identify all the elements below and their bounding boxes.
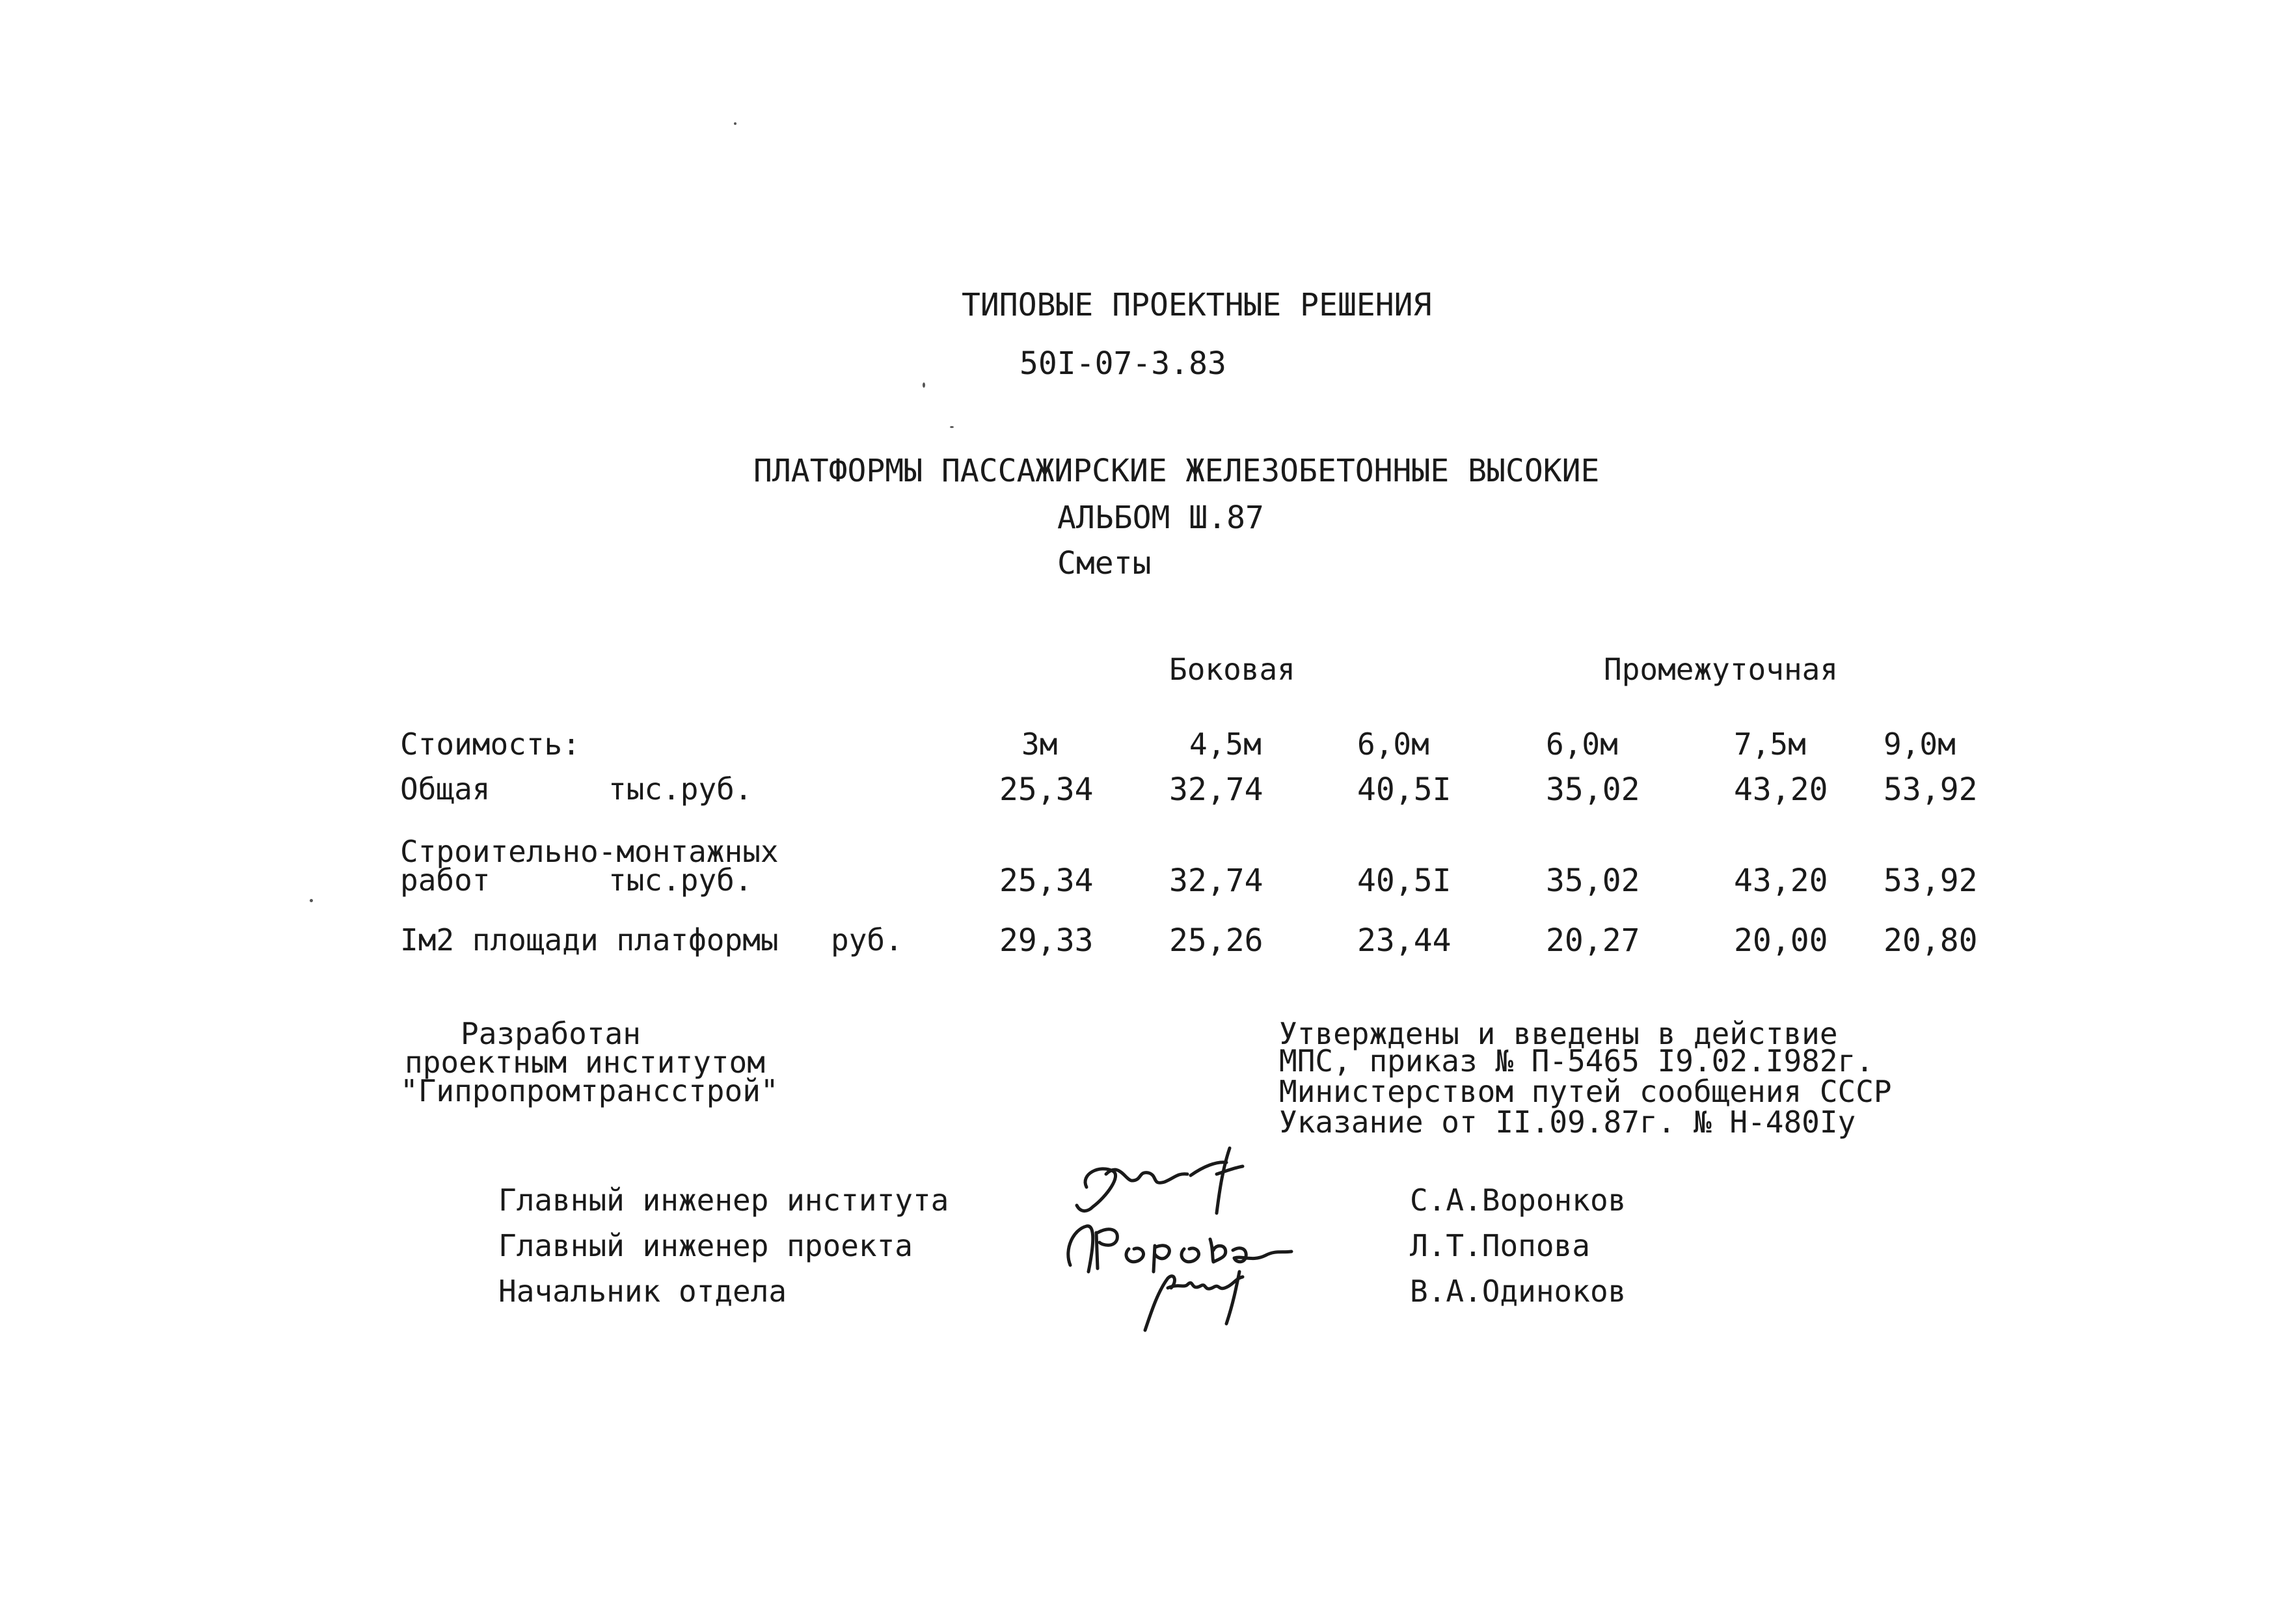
table-cell: 32,74 xyxy=(1169,863,1263,899)
approval-line: МПС, приказ № П-5465 I9.02.I982г. xyxy=(1279,1043,1874,1078)
signatory-name: С.А.Воронков xyxy=(1410,1183,1627,1218)
scan-speck xyxy=(923,382,925,388)
group-header-side: Боковая xyxy=(1169,652,1295,687)
signatory-name: В.А.Одиноков xyxy=(1410,1274,1627,1309)
row-unit: тыс.руб. xyxy=(608,863,753,898)
table-cell: 29,33 xyxy=(999,922,1094,959)
column-header: 6,0м xyxy=(1546,727,1618,762)
approval-line: Указание от II.09.87г. № Н-480Iу xyxy=(1279,1105,1856,1140)
row-label: работ xyxy=(400,863,491,898)
section-title: Сметы xyxy=(1057,545,1152,582)
table-cell: 43,20 xyxy=(1734,863,1828,899)
scan-speck xyxy=(310,899,313,902)
signature-odinokov xyxy=(1106,1259,1288,1337)
table-cell: 53,92 xyxy=(1884,863,1978,899)
album-number: АЛЬБОМ Ш.87 xyxy=(1057,500,1264,536)
group-header-intermediate: Промежуточная xyxy=(1604,652,1839,687)
column-header: 9,0м xyxy=(1884,727,1956,762)
row-unit: тыс.руб. xyxy=(608,771,753,807)
developer-line: "Гипропромтрансстрой" xyxy=(400,1073,779,1108)
table-cell: 25,34 xyxy=(999,863,1094,899)
signatory-position: Начальник отдела xyxy=(498,1274,787,1309)
column-header: 7,5м xyxy=(1734,727,1806,762)
developer-line: проектным институтом xyxy=(405,1045,765,1080)
row-label: Общая xyxy=(400,771,491,807)
scan-speck xyxy=(950,426,954,428)
table-cell: 35,02 xyxy=(1546,771,1640,808)
table-cell: 32,74 xyxy=(1169,771,1263,808)
row-label-line1: Строительно-монтажных xyxy=(400,834,779,869)
approval-line: Утверждены и введены в действие xyxy=(1279,1016,1838,1051)
row-label: Iм2 площади платформы xyxy=(400,922,779,958)
table-cell: 25,34 xyxy=(999,771,1094,808)
table-cell: 43,20 xyxy=(1734,771,1828,808)
signatory-position: Главный инженер проекта xyxy=(498,1228,913,1263)
cost-label: Стоимость: xyxy=(400,727,580,762)
table-cell: 40,5I xyxy=(1357,771,1452,808)
developer-line: Разработан xyxy=(461,1016,641,1051)
series-title: ТИПОВЫЕ ПРОЕКТНЫЕ РЕШЕНИЯ xyxy=(962,287,1432,323)
table-cell: 23,44 xyxy=(1357,922,1452,959)
table-cell: 35,02 xyxy=(1546,863,1640,899)
signatory-name: Л.Т.Попова xyxy=(1410,1228,1590,1263)
table-cell: 40,5I xyxy=(1357,863,1452,899)
document-subject: ПЛАТФОРМЫ ПАССАЖИРСКИЕ ЖЕЛЕЗОБЕТОННЫЕ ВЫСОКИЕ xyxy=(753,453,1600,489)
table-cell: 20,27 xyxy=(1546,922,1640,959)
approval-line: Министерством путей сообщения СССР xyxy=(1279,1074,1892,1109)
table-cell: 20,00 xyxy=(1734,922,1828,959)
column-header: 6,0м xyxy=(1357,727,1429,762)
table-cell: 53,92 xyxy=(1884,771,1978,808)
signatory-position: Главный инженер института xyxy=(498,1183,949,1218)
table-cell: 20,80 xyxy=(1884,922,1978,959)
scan-speck xyxy=(734,122,736,125)
row-unit: руб. xyxy=(831,922,903,958)
table-cell: 25,26 xyxy=(1169,922,1263,959)
document-code: 50I-07-3.83 xyxy=(1020,345,1226,382)
column-header: 3м xyxy=(1021,727,1058,762)
column-header: 4,5м xyxy=(1189,727,1262,762)
